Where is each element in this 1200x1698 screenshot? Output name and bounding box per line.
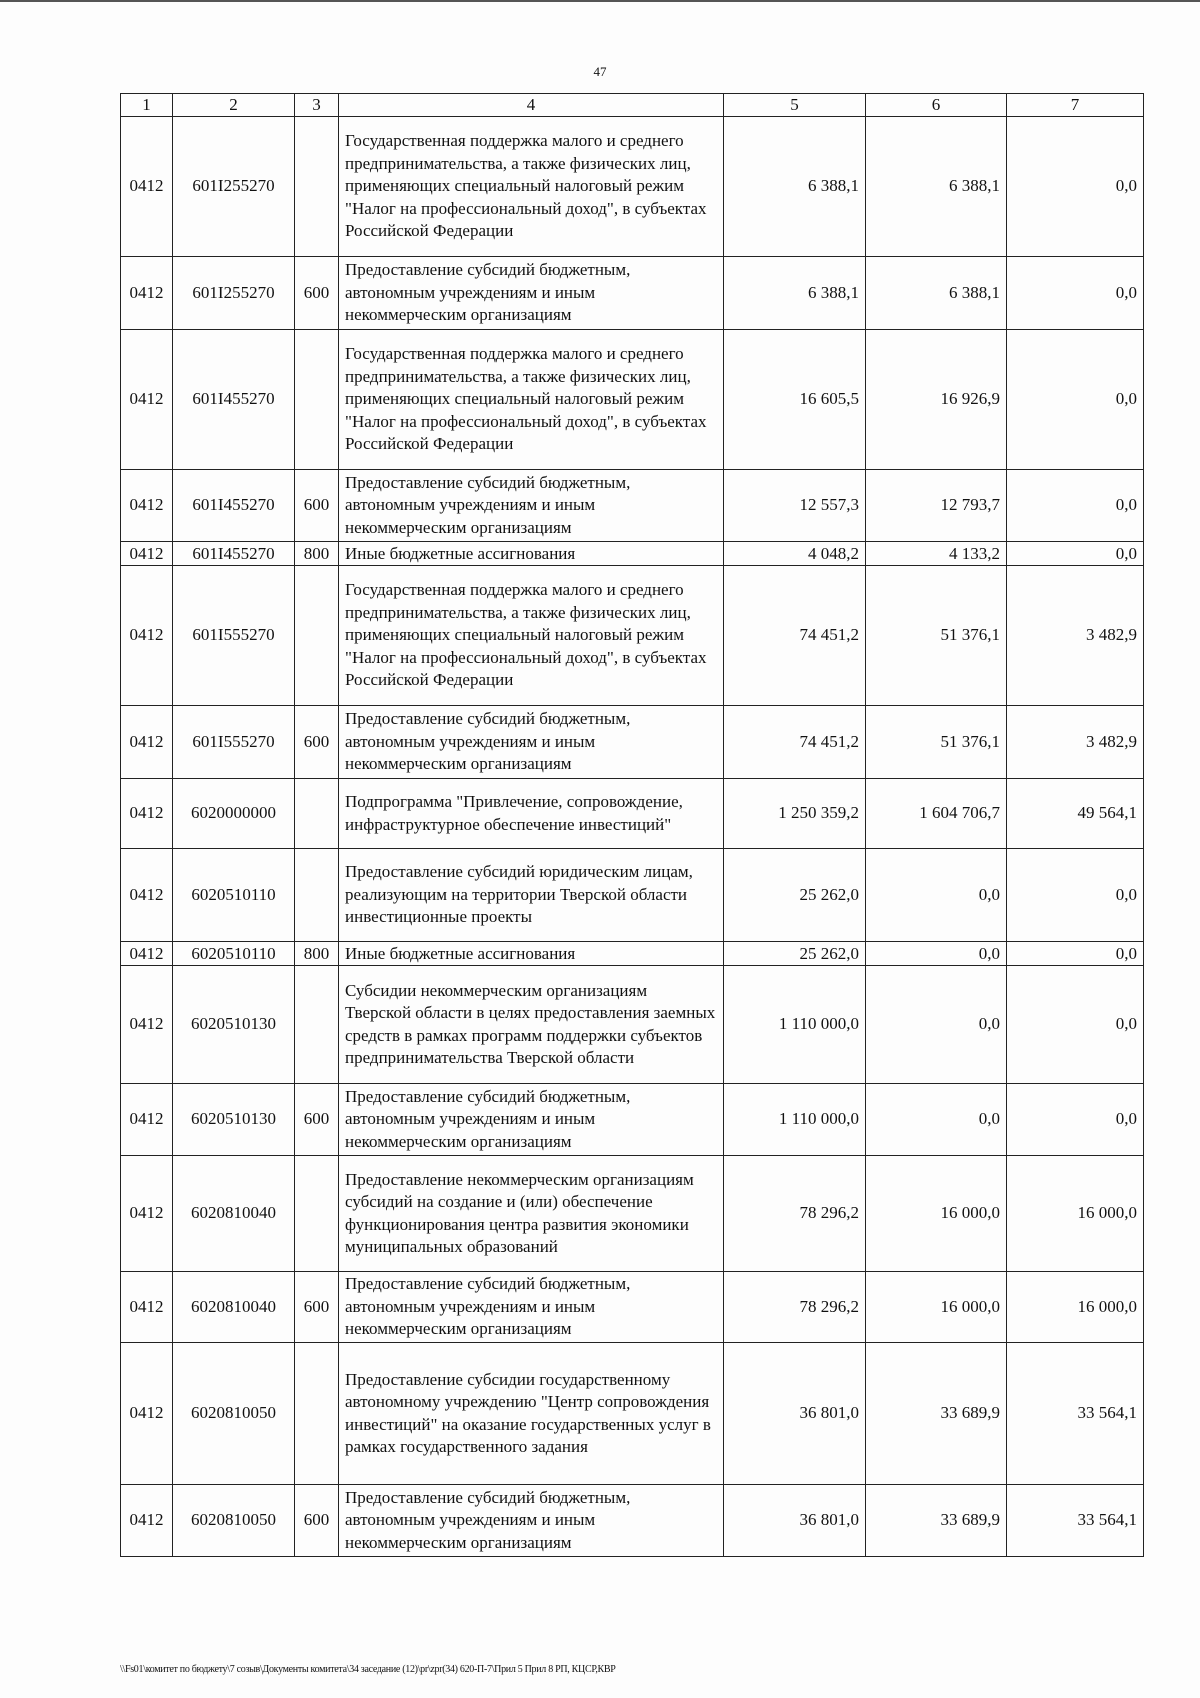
item-description: Предоставление субсидий бюджетным, автономным учреждениям и иным некоммерческим организациям	[339, 706, 724, 779]
target-article-code: 601I255270	[173, 257, 295, 330]
table-row	[121, 1156, 1144, 1272]
section-code: 0412	[121, 1084, 173, 1156]
item-description: Предоставление субсидий бюджетным, автономным учреждениям и иным некоммерческим организациям	[339, 1084, 724, 1156]
section-code: 0412	[121, 1156, 173, 1272]
section-code: 0412	[121, 117, 173, 257]
amount-col7: 0,0	[1007, 966, 1144, 1084]
table-row	[121, 257, 1144, 330]
section-code: 0412	[121, 330, 173, 470]
amount-col5: 1 110 000,0	[724, 1084, 866, 1156]
col-header-4: 4	[339, 94, 724, 117]
target-article-code: 601I255270	[173, 117, 295, 257]
item-description: Субсидии некоммерческим организациям Тверской области в целях предоставления заемных средств в рамках программ поддержки субъектов предпринимательства Тверской области	[339, 966, 724, 1084]
amount-col5: 74 451,2	[724, 566, 866, 706]
amount-col5: 25 262,0	[724, 849, 866, 942]
amount-col7: 0,0	[1007, 257, 1144, 330]
col-header-7: 7	[1007, 94, 1144, 117]
target-article-code: 6020510130	[173, 966, 295, 1084]
item-description: Предоставление субсидий бюджетным, автономным учреждениям и иным некоммерческим организациям	[339, 257, 724, 330]
amount-col6: 0,0	[866, 1084, 1007, 1156]
target-article-code: 6020510110	[173, 942, 295, 966]
target-article-code: 6020510130	[173, 1084, 295, 1156]
expense-type-code	[295, 1156, 339, 1272]
target-article-code: 6020000000	[173, 779, 295, 849]
expense-type-code: 600	[295, 1272, 339, 1343]
amount-col7: 16 000,0	[1007, 1272, 1144, 1343]
target-article-code: 601I455270	[173, 470, 295, 542]
target-article-code: 6020810050	[173, 1343, 295, 1485]
expense-type-code	[295, 966, 339, 1084]
amount-col5: 78 296,2	[724, 1156, 866, 1272]
expense-type-code	[295, 849, 339, 942]
item-description: Подпрограмма "Привлечение, сопровождение, инфраструктурное обеспечение инвестиций"	[339, 779, 724, 849]
table-row	[121, 1084, 1144, 1156]
amount-col5: 74 451,2	[724, 706, 866, 779]
table-row	[121, 1485, 1144, 1557]
item-description: Предоставление субсидии государственному автономному учреждению "Центр сопровождения инвестиций" на оказание государственных услуг в рамках государственного задания	[339, 1343, 724, 1485]
amount-col5: 36 801,0	[724, 1485, 866, 1557]
expense-type-code: 600	[295, 257, 339, 330]
amount-col7: 16 000,0	[1007, 1156, 1144, 1272]
amount-col6: 33 689,9	[866, 1485, 1007, 1557]
amount-col6: 6 388,1	[866, 257, 1007, 330]
amount-col5: 12 557,3	[724, 470, 866, 542]
amount-col5: 36 801,0	[724, 1343, 866, 1485]
expense-type-code: 600	[295, 470, 339, 542]
expense-type-code: 600	[295, 706, 339, 779]
amount-col6: 0,0	[866, 942, 1007, 966]
header-row	[121, 94, 1144, 117]
amount-col6: 51 376,1	[866, 566, 1007, 706]
item-description: Предоставление субсидий юридическим лицам, реализующим на территории Тверской области инвестиционные проекты	[339, 849, 724, 942]
section-code: 0412	[121, 566, 173, 706]
table-row	[121, 966, 1144, 1084]
amount-col6: 16 000,0	[866, 1272, 1007, 1343]
item-description: Государственная поддержка малого и среднего предпринимательства, а также физических лиц, применяющих специальный налоговый режим "Налог на профессиональный доход", в субъектах Российской Федерации	[339, 117, 724, 257]
item-description: Предоставление субсидий бюджетным, автономным учреждениям и иным некоммерческим организациям	[339, 1272, 724, 1343]
amount-col6: 51 376,1	[866, 706, 1007, 779]
item-description: Государственная поддержка малого и среднего предпринимательства, а также физических лиц, применяющих специальный налоговый режим "Налог на профессиональный доход", в субъектах Российской Федерации	[339, 330, 724, 470]
target-article-code: 6020810050	[173, 1485, 295, 1557]
expense-type-code: 800	[295, 542, 339, 566]
col-header-6: 6	[866, 94, 1007, 117]
expense-type-code	[295, 779, 339, 849]
expense-type-code: 800	[295, 942, 339, 966]
target-article-code: 6020510110	[173, 849, 295, 942]
target-article-code: 601I455270	[173, 542, 295, 566]
section-code: 0412	[121, 1343, 173, 1485]
amount-col7: 0,0	[1007, 330, 1144, 470]
item-description: Предоставление некоммерческим организациям субсидий на создание и (или) обеспечение функционирования центра развития экономики муниципальных образований	[339, 1156, 724, 1272]
amount-col7: 0,0	[1007, 849, 1144, 942]
amount-col5: 25 262,0	[724, 942, 866, 966]
amount-col5: 1 110 000,0	[724, 966, 866, 1084]
table-row	[121, 849, 1144, 942]
expense-type-code: 600	[295, 1485, 339, 1557]
page-number: 47	[593, 64, 607, 79]
amount-col7: 0,0	[1007, 1084, 1144, 1156]
section-code: 0412	[121, 779, 173, 849]
table-row	[121, 942, 1144, 966]
amount-col7: 0,0	[1007, 542, 1144, 566]
section-code: 0412	[121, 942, 173, 966]
amount-col6: 6 388,1	[866, 117, 1007, 257]
amount-col6: 16 000,0	[866, 1156, 1007, 1272]
item-description: Государственная поддержка малого и среднего предпринимательства, а также физических лиц, применяющих специальный налоговый режим "Налог на профессиональный доход", в субъектах Российской Федерации	[339, 566, 724, 706]
amount-col5: 78 296,2	[724, 1272, 866, 1343]
col-header-5: 5	[724, 94, 866, 117]
amount-col5: 6 388,1	[724, 117, 866, 257]
amount-col6: 0,0	[866, 849, 1007, 942]
amount-col7: 0,0	[1007, 942, 1144, 966]
item-description: Иные бюджетные ассигнования	[339, 542, 724, 566]
amount-col7: 0,0	[1007, 117, 1144, 257]
target-article-code: 601I555270	[173, 706, 295, 779]
section-code: 0412	[121, 706, 173, 779]
table-row	[121, 330, 1144, 470]
expense-type-code	[295, 330, 339, 470]
table-row	[121, 542, 1144, 566]
amount-col5: 4 048,2	[724, 542, 866, 566]
col-header-2: 2	[173, 94, 295, 117]
section-code: 0412	[121, 966, 173, 1084]
amount-col7: 3 482,9	[1007, 706, 1144, 779]
table-row	[121, 117, 1144, 257]
target-article-code: 601I455270	[173, 330, 295, 470]
amount-col7: 3 482,9	[1007, 566, 1144, 706]
section-code: 0412	[121, 470, 173, 542]
table-row	[121, 706, 1144, 779]
amount-col7: 0,0	[1007, 470, 1144, 542]
item-description: Предоставление субсидий бюджетным, автономным учреждениям и иным некоммерческим организациям	[339, 1485, 724, 1557]
amount-col6: 12 793,7	[866, 470, 1007, 542]
amount-col7: 49 564,1	[1007, 779, 1144, 849]
amount-col6: 4 133,2	[866, 542, 1007, 566]
amount-col6: 1 604 706,7	[866, 779, 1007, 849]
expense-type-code	[295, 1343, 339, 1485]
section-code: 0412	[121, 1272, 173, 1343]
section-code: 0412	[121, 257, 173, 330]
item-description: Предоставление субсидий бюджетным, автономным учреждениям и иным некоммерческим организациям	[339, 470, 724, 542]
table-row	[121, 1272, 1144, 1343]
item-description: Иные бюджетные ассигнования	[339, 942, 724, 966]
amount-col6: 0,0	[866, 966, 1007, 1084]
amount-col5: 1 250 359,2	[724, 779, 866, 849]
amount-col6: 16 926,9	[866, 330, 1007, 470]
section-code: 0412	[121, 542, 173, 566]
amount-col6: 33 689,9	[866, 1343, 1007, 1485]
section-code: 0412	[121, 1485, 173, 1557]
table-row	[121, 1343, 1144, 1485]
scan-top-edge	[0, 0, 1200, 2]
table-row	[121, 470, 1144, 542]
table-row	[121, 566, 1144, 706]
amount-col7: 33 564,1	[1007, 1485, 1144, 1557]
budget-table	[120, 93, 1144, 1557]
expense-type-code: 600	[295, 1084, 339, 1156]
col-header-1: 1	[121, 94, 173, 117]
amount-col5: 16 605,5	[724, 330, 866, 470]
expense-type-code	[295, 566, 339, 706]
target-article-code: 6020810040	[173, 1272, 295, 1343]
footer-file-path: \\Fs01\комитет по бюджету\7 созыв\Документы комитета\34 заседание (12)\pr\zpr(34) 620-П-7\Прил 5 Прил 8 РП, КЦСР,КВР	[120, 1664, 616, 1675]
col-header-3: 3	[295, 94, 339, 117]
expense-type-code	[295, 117, 339, 257]
amount-col7: 33 564,1	[1007, 1343, 1144, 1485]
target-article-code: 601I555270	[173, 566, 295, 706]
table-row	[121, 779, 1144, 849]
section-code: 0412	[121, 849, 173, 942]
target-article-code: 6020810040	[173, 1156, 295, 1272]
amount-col5: 6 388,1	[724, 257, 866, 330]
